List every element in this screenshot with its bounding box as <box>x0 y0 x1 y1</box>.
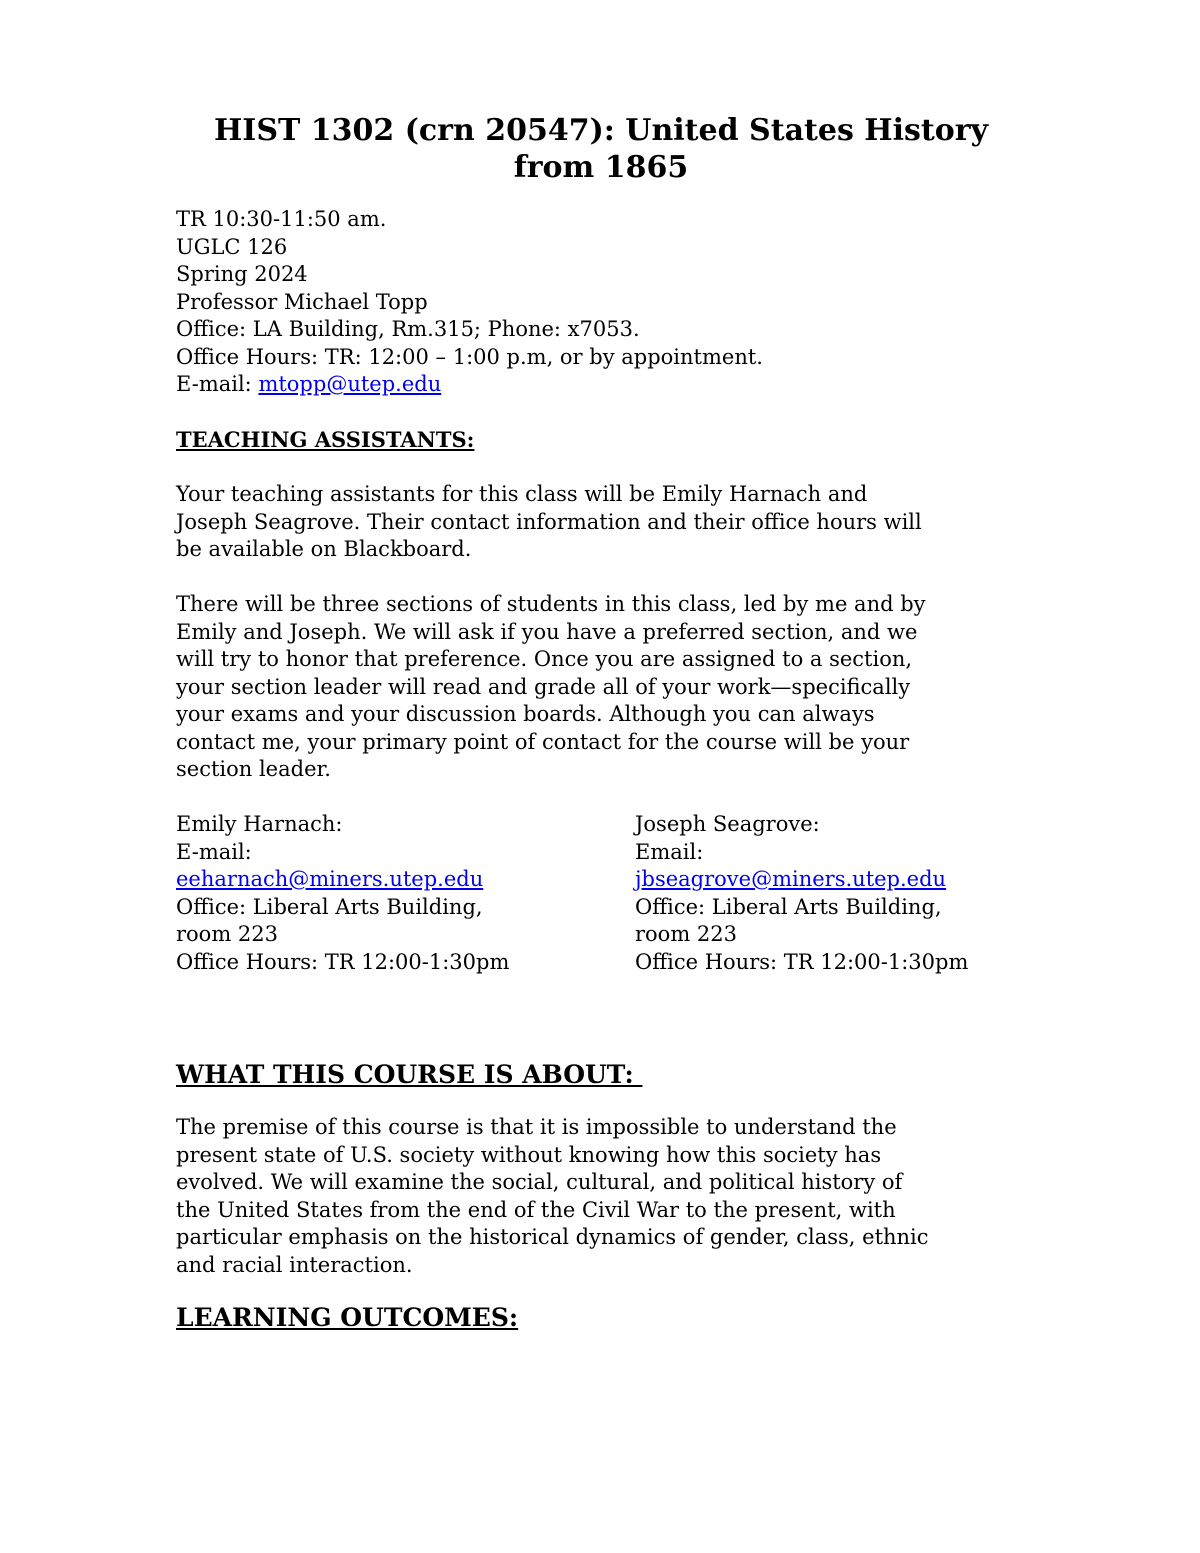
paragraph-line: The premise of this course is that it is impossible to understand the <box>176 1115 897 1139</box>
paragraph-line: your exams and your discussion boards. Although you can always <box>176 702 875 726</box>
paragraph-line: contact me, your primary point of contact for the course will be your <box>176 729 910 754</box>
ta-name: Joseph Seagrove: <box>635 812 820 836</box>
ta-office: Office: Liberal Arts Building, <box>635 894 942 919</box>
course-term: Spring 2024 <box>176 262 308 286</box>
professor-office: Office: LA Building, Rm.315; Phone: x7053. <box>176 317 640 341</box>
ta-email-label: E-mail: <box>176 839 252 864</box>
paragraph-line: the United States from the end of the Civil War to the present, with <box>176 1197 896 1222</box>
learning-outcomes-heading: LEARNING OUTCOMES: <box>176 1303 519 1332</box>
title-line-1: HIST 1302 (crn 20547): United States History <box>213 113 989 148</box>
paragraph-line: present state of U.S. society without knowing how this society has <box>176 1142 882 1167</box>
ta-office-hours: Office Hours: TR 12:00-1:30pm <box>176 949 510 974</box>
teaching-assistants-heading: TEACHING ASSISTANTS: <box>176 427 475 452</box>
ta-office-room: room 223 <box>176 922 278 946</box>
paragraph-line: evolved. We will examine the social, cultural, and political history of <box>176 1170 903 1194</box>
ta-contact-grid <box>176 811 1026 976</box>
course-about-paragraph <box>176 1114 1026 1279</box>
ta-office-room: room 223 <box>635 922 737 946</box>
sections-paragraph <box>176 591 1026 784</box>
professor-email-line <box>176 371 1026 399</box>
document-page <box>176 112 1026 1334</box>
paragraph-line: Emily and Joseph. We will ask if you have a preferred section, and we <box>176 619 918 644</box>
paragraph-line: section leader. <box>176 757 331 781</box>
professor-name: Professor Michael Topp <box>176 289 428 314</box>
paragraph-line: and racial interaction. <box>176 1252 413 1277</box>
paragraph-line: Your teaching assistants for this class will be Emily Harnach and <box>176 482 868 506</box>
paragraph-line: Joseph Seagrove. Their contact information and their office hours will <box>176 509 922 534</box>
course-time: TR 10:30-11:50 am. <box>176 207 387 231</box>
paragraph-line: be available on Blackboard. <box>176 537 472 561</box>
professor-email-link[interactable]: mtopp@utep.edu <box>258 372 442 396</box>
title-line-2: from 1865 <box>513 150 689 185</box>
paragraph-line: particular emphasis on the historical dynamics of gender, class, ethnic <box>176 1225 929 1249</box>
course-about-heading: WHAT THIS COURSE IS ABOUT: <box>176 1060 643 1089</box>
paragraph-line: your section leader will read and grade all of your work—specifically <box>176 674 911 699</box>
ta-email-label: Email: <box>635 839 704 864</box>
ta-contact-joseph <box>635 811 1026 976</box>
ta-contact-emily <box>176 811 635 976</box>
ta-office: Office: Liberal Arts Building, <box>176 894 483 919</box>
page-title <box>176 112 1026 186</box>
ta-email-link[interactable]: eeharnach@miners.utep.edu <box>176 867 484 891</box>
ta-name: Emily Harnach: <box>176 812 343 836</box>
ta-email-link[interactable]: jbseagrove@miners.utep.edu <box>635 867 947 891</box>
professor-office-hours: Office Hours: TR: 12:00 – 1:00 p.m, or by appointment. <box>176 344 763 369</box>
email-label: E-mail: <box>176 372 259 396</box>
ta-intro-paragraph <box>176 481 1026 564</box>
course-room: UGLC 126 <box>176 234 288 259</box>
paragraph-line: will try to honor that preference. Once you are assigned to a section, <box>176 647 913 671</box>
paragraph-line: There will be three sections of students in this class, led by me and by <box>176 592 926 616</box>
course-info <box>176 206 1026 399</box>
ta-office-hours: Office Hours: TR 12:00-1:30pm <box>635 949 969 974</box>
